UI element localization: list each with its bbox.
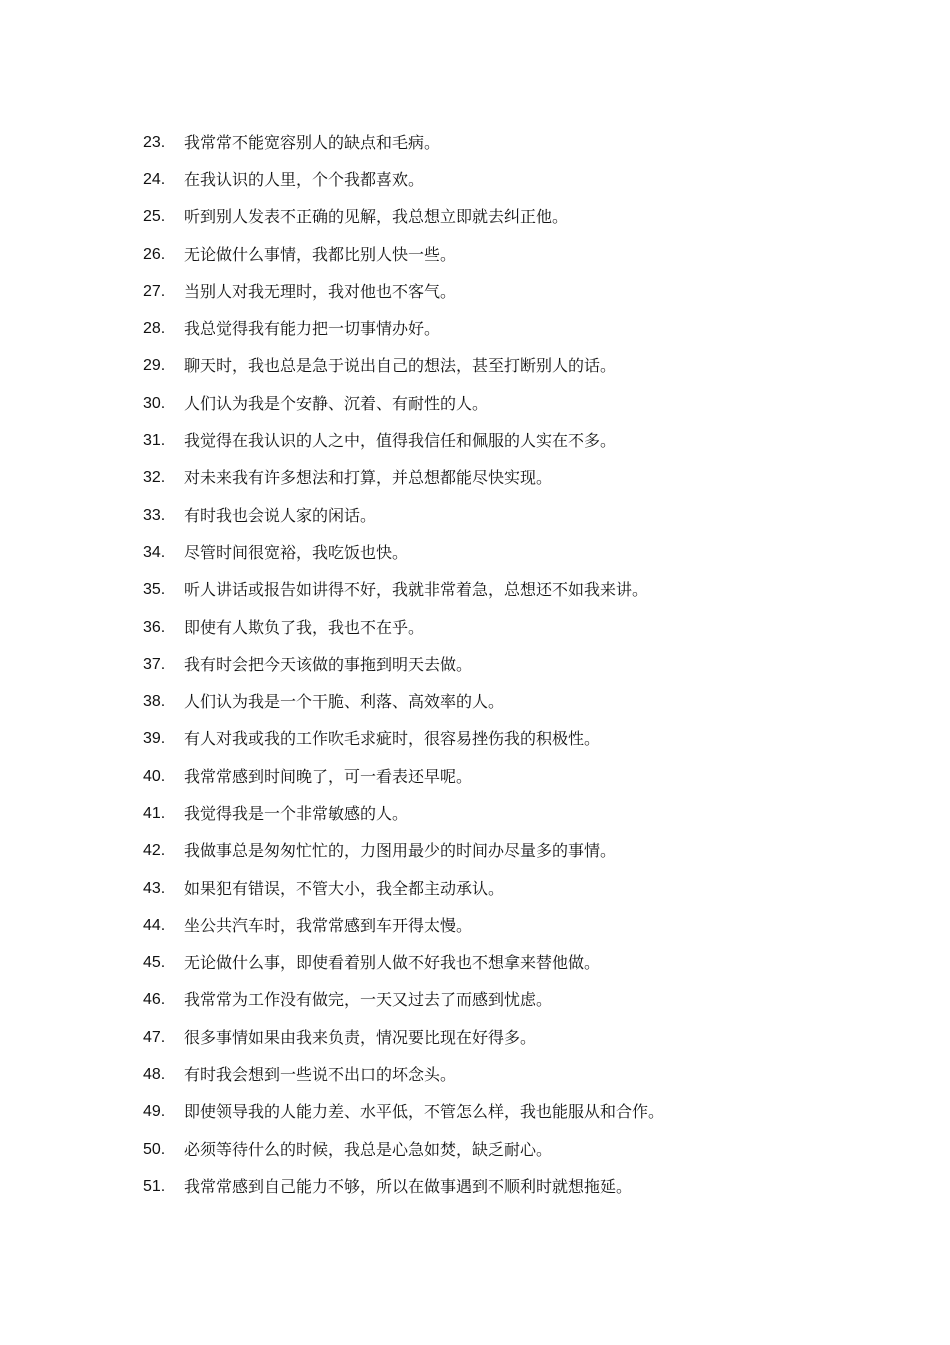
item-text: 我做事总是匆匆忙忙的，力图用最少的时间办尽量多的事情。 [184,841,617,861]
item-text: 我觉得在我认识的人之中，值得我信任和佩服的人实在不多。 [184,431,617,451]
list-item [143,422,883,459]
item-number: 44. [143,916,166,934]
item-number: 32. [143,469,166,487]
item-text: 我觉得我是一个非常敏感的人。 [184,803,409,823]
item-number: 28. [143,320,166,338]
item-text: 有人对我或我的工作吹毛求疵时，很容易挫伤我的积极性。 [184,729,601,749]
item-text: 聊天时，我也总是急于说出自己的想法，甚至打断别人的话。 [184,356,617,376]
item-number: 39. [143,730,166,748]
list-item [143,124,883,161]
list-item [143,833,883,870]
list-item [143,161,883,198]
list-item [143,721,883,758]
list-item [143,1168,883,1205]
list-item [143,758,883,795]
list-item [143,534,883,571]
item-number: 27. [143,282,166,300]
item-number: 40. [143,767,166,785]
item-number: 49. [143,1103,166,1121]
item-text: 听人讲话或报告如讲得不好，我就非常着急，总想还不如我来讲。 [184,580,649,600]
list-item [143,273,883,310]
item-number: 30. [143,394,166,412]
list-item [143,945,883,982]
item-text: 有时我也会说人家的闲话。 [184,505,377,525]
item-number: 43. [143,879,166,897]
list-item [143,385,883,422]
item-number: 23. [143,133,166,151]
list-item [143,646,883,683]
list-item [143,870,883,907]
list-item [143,982,883,1019]
item-number: 31. [143,432,166,450]
item-number: 33. [143,506,166,524]
list-item [143,199,883,236]
item-text: 听到别人发表不正确的见解，我总想立即就去纠正他。 [184,207,569,227]
item-text: 我常常感到时间晚了，可一看表还早呢。 [184,766,473,786]
item-number: 50. [143,1140,166,1158]
item-number: 36. [143,618,166,636]
item-text: 坐公共汽车时，我常常感到车开得太慢。 [184,915,473,935]
item-number: 26. [143,245,166,263]
list-item [143,1019,883,1056]
item-text: 无论做什么事情，我都比别人快一些。 [184,244,457,264]
item-number: 38. [143,693,166,711]
item-text: 如果犯有错误，不管大小，我全都主动承认。 [184,878,505,898]
item-number: 47. [143,1028,166,1046]
item-number: 24. [143,170,166,188]
item-number: 35. [143,581,166,599]
item-text: 对未来我有许多想法和打算，并总想都能尽快实现。 [184,468,553,488]
item-number: 41. [143,804,166,822]
item-text: 即使领导我的人能力差、水平低，不管怎么样，我也能服从和合作。 [184,1102,665,1122]
list-item [143,497,883,534]
item-text: 当别人对我无理时，我对他也不客气。 [184,281,457,301]
list-item [143,795,883,832]
item-number: 29. [143,357,166,375]
list-item [143,683,883,720]
item-text: 即使有人欺负了我，我也不在乎。 [184,617,425,637]
item-text: 人们认为我是一个干脆、利落、高效率的人。 [184,692,505,712]
list-item [143,236,883,273]
item-number: 51. [143,1177,166,1195]
item-number: 45. [143,954,166,972]
item-text: 我总觉得我有能力把一切事情办好。 [184,319,441,339]
list-item [143,348,883,385]
list-item [143,907,883,944]
list-item [143,310,883,347]
list-item [143,1094,883,1131]
item-text: 无论做什么事，即使看着别人做不好我也不想拿来替他做。 [184,953,601,973]
list-item [143,1056,883,1093]
item-text: 必须等待什么的时候，我总是心急如焚，缺乏耐心。 [184,1139,553,1159]
item-text: 很多事情如果由我来负责，情况要比现在好得多。 [184,1027,537,1047]
questionnaire-item-list [143,124,883,1206]
list-item [143,609,883,646]
item-text: 我常常感到自己能力不够，所以在做事遇到不顺利时就想拖延。 [184,1176,633,1196]
item-text: 人们认为我是个安静、沉着、有耐性的人。 [184,393,489,413]
item-number: 42. [143,842,166,860]
item-number: 34. [143,543,166,561]
item-number: 46. [143,991,166,1009]
item-number: 25. [143,208,166,226]
item-text: 尽管时间很宽裕，我吃饭也快。 [184,542,409,562]
item-text: 在我认识的人里，个个我都喜欢。 [184,169,425,189]
item-text: 有时我会想到一些说不出口的坏念头。 [184,1065,457,1085]
list-item [143,1131,883,1168]
list-item [143,460,883,497]
item-text: 我常常为工作没有做完，一天又过去了而感到忧虑。 [184,990,553,1010]
item-text: 我常常不能宽容别人的缺点和毛病。 [184,132,441,152]
item-number: 37. [143,655,166,673]
item-number: 48. [143,1066,166,1084]
item-text: 我有时会把今天该做的事拖到明天去做。 [184,654,473,674]
list-item [143,572,883,609]
